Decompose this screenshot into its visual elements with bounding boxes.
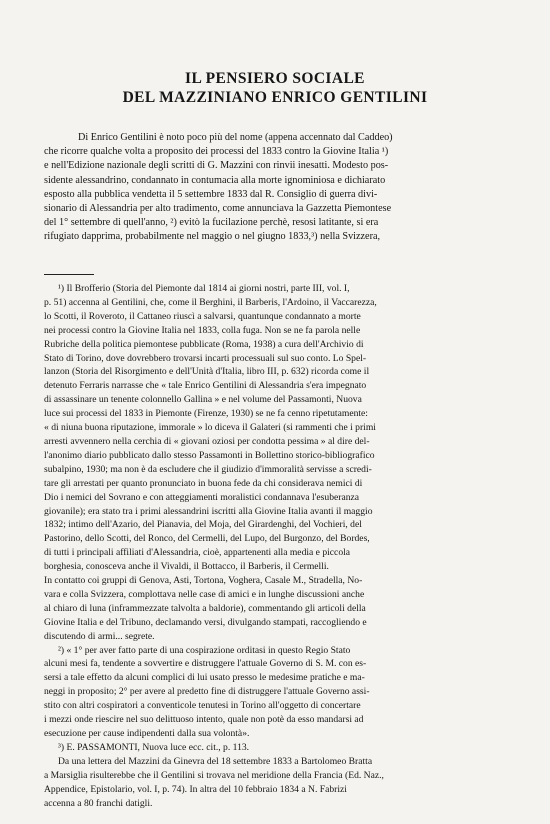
footnotes (44, 282, 512, 810)
footnote-line: l'anonimo diario pubblicato dallo stesso Passamonti in Bollettino storico-bibliografico (44, 449, 375, 461)
footnote-line: Dio i nemici del Sovrano e con atteggiamenti moralistici condannava l'esuberanza (44, 491, 360, 503)
footnote-line: sersi a tale effetto da alcuni complici di lui usato presso le medesime pratiche e ma- (44, 672, 365, 684)
title-line-1: IL PENSIERO SOCIALE (185, 70, 365, 87)
footnote-line: ¹) Il Brofferio (Storia del Piemonte dal 1814 ai giorni nostri, parte III, vol. I, (58, 283, 350, 294)
main-line: Di Enrico Gentilini è noto poco più del nome (appena accennato dal Caddeo) (78, 132, 393, 143)
footnote-line: Giovine Italia e del Tribuno, declamando versi, divulgando stampati, raccogliendo e (44, 616, 367, 628)
main-line: sionario di Alessandria per alto tradimento, come annunciava la Gazzetta Piemontese (44, 203, 392, 215)
footnote-line: a Marsiglia risulterebbe che il Gentilini si trovava nel meridione della Francia (Ed. Naz., (44, 769, 384, 781)
footnote-line: discutendo di armi... segrete. (44, 630, 155, 642)
footnote-line: Pastorino, dello Scotti, del Ronco, del Cermelli, del Lupo, del Burgonzo, del Bordes, (44, 533, 370, 545)
footnote-line: Rubriche della politica piemontese pubblicate (Roma, 1938) a cura dell'Archivio di (44, 338, 364, 350)
footnote-line: Appendice, Epistolario, vol. I, p. 74). In altra del 10 febbraio 1834 a N. Fabrizi (44, 783, 347, 795)
footnote-line: accenna a 80 franchi datigli. (44, 797, 153, 809)
footnote-line: di tutti i principali affiliati d'Alessandria, cioè, appartenenti alla media e piccola (44, 547, 351, 559)
footnote-line: luce sui processi del 1833 in Piemonte (Firenze, 1930) se ne fa cenno ripetutamente: (44, 408, 368, 420)
main-line: che ricorre qualche volta a proposito dei processi del 1833 contro la Giovine Italia ¹) (44, 146, 389, 158)
footnote-line: i mezzi onde riescire nel suo delittuoso intento, quale non potè da esso mandarsi ad (44, 714, 364, 726)
footnote-line: esecuzione per cause indipendenti dalla sua volontà». (44, 728, 250, 739)
title-line-2: DEL MAZZINIANO ENRICO GENTILINI (122, 89, 428, 106)
main-line: rifugiato dapprima, probabilmente nel maggio o nel giugno 1833,³) nella Svizzera, (44, 231, 381, 243)
footnote-line: ²) « 1° per aver fatto parte di una cospirazione orditasi in questo Regio Stato (58, 644, 351, 656)
footnote-line: alcuni mesi fa, tendente a sovvertire e distruggere l'attuale Governo di S. M. con es- (44, 658, 367, 670)
footnote-line: lanzon (Storia del Risorgimento e dell'Unità d'Italia, libro III, p. 632) ricorda come il (44, 366, 370, 378)
footnote-line: di assassinare un tenente colonnello Gallina » e nel volume del Passamonti, Nuova (44, 394, 362, 406)
main-line: del 1° settembre di quell'anno, ²) evitò la fucilazione perchè, resosi latitante, si era (44, 217, 379, 229)
footnote-line: ³) E. PASSAMONTI, Nuova luce ecc. cit., p. 113. (58, 741, 250, 753)
footnote-line: In contatto coi gruppi di Genova, Asti, Tortona, Voghera, Casale M., Stradella, No- (44, 575, 363, 587)
main-line: esposto alla pubblica vendetta il 5 settembre 1833 dal R. Consiglio di guerra divi- (44, 188, 378, 200)
footnote-line: borghesia, conosceva anche il Vivaldi, il Bottacco, il Barberis, il Cermelli. (44, 561, 329, 573)
main-line: e nell'Edizione nazionale degli scritti di G. Mazzini con rinvii inesatti. Modesto pos- (44, 160, 389, 172)
footnote-line: tare gli arrestati per quanto pronunciato in buona fede da chi considerava nemici di (44, 477, 363, 489)
footnote-line: subalpino, 1930; ma non è da escludere che il giudizio d'immoralità servisse a scredi- (44, 463, 372, 475)
footnote-separator (44, 274, 94, 275)
footnote-line: 1832; intimo dell'Azario, del Pianavia, del Moja, del Girardenghi, del Vochieri, del (44, 519, 362, 531)
main-line: sidente alessandrino, condannato in contumacia alla morte ignominiosa e dichiarato (44, 174, 386, 186)
footnote-line: p. 51) accenna al Gentilini, che, come il Berghini, il Barberis, l'Ardoino, il Vaccarezza, (44, 296, 377, 308)
footnote-line: « di niuna buona riputazione, immorale » lo diceva il Galateri (si rammenti che i primi (44, 422, 376, 434)
main-paragraph (44, 131, 512, 245)
footnote-line: neggi in proposito; 2° per avere al predetto fine di distruggere l'attuale Governo assi- (44, 686, 370, 698)
footnote-line: vara e colla Svizzera, complottava nelle case di amici e in lunghe discussioni anche (44, 588, 365, 600)
footnote-line: arresti avvennero nella cerchia di « giovani oziosi per condotta pessima » al dire del- (44, 435, 370, 447)
footnote-line: detenuto Ferraris narrasse che « tale Enrico Gentilini di Alessandria s'era impegnato (44, 380, 367, 392)
footnote-line: Stato di Torino, dove dovrebbero trovarsi incarti processuali sul suo conto. Lo Spel- (44, 352, 367, 364)
footnote-line: nei processi contro la Giovine Italia nel 1833, colla fuga. Non se ne fa parola nelle (44, 324, 361, 336)
footnote-line: stito con altri cospiratori a conventicole tenutesi in Torino all'oggetto di concertare (44, 700, 361, 712)
footnote-line: Da una lettera del Mazzini da Ginevra del 18 settembre 1833 a Bartolomeo Bratta (58, 755, 373, 767)
footnote-line: al chiaro di luna (inframmezzate talvolta a baldorie), commentando gli articoli della (44, 602, 366, 614)
footnote-line: giovanile); era stato tra i primi alessandrini iscritti alla Giovine Italia avanti il maggio (44, 505, 373, 517)
footnote-line: lo Scotti, il Roveroto, il Cattaneo riuscì a salvarsi, quantunque condannato a morte (44, 310, 361, 322)
